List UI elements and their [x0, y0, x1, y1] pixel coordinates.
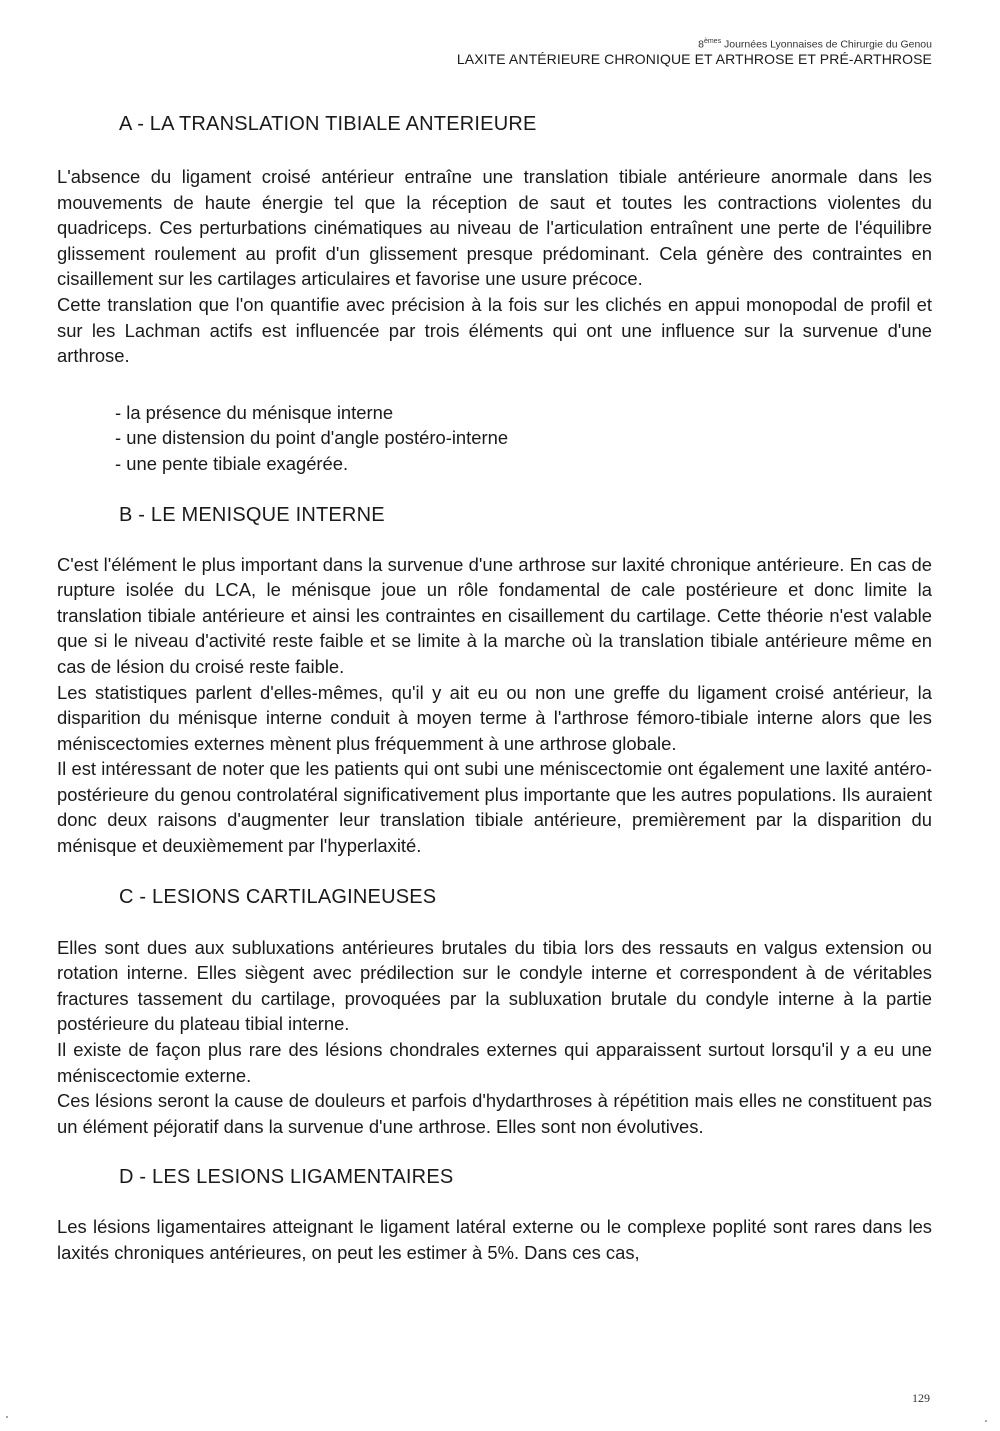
- list-item: - une pente tibiale exagérée.: [115, 452, 349, 474]
- conference-ordinal-suffix: èmes: [703, 38, 722, 45]
- section-b-heading: B - LE MENISQUE INTERNE: [119, 503, 385, 526]
- list-item: - une distension du point d'angle postéro-interne: [115, 427, 509, 449]
- section-c-paragraph-2: Il existe de façon plus rare des lésions chondrales externes qui apparaissent surtout lorsqu'il y a eu une méniscectomie externe.: [57, 1039, 932, 1086]
- section-a-bullet-list: [57, 400, 932, 477]
- chapter-title: LAXITE ANTÉRIEURE CHRONIQUE ET ARTHROSE ET PRÉ-ARTHROSE: [456, 50, 932, 67]
- scan-speck: [6, 1416, 8, 1418]
- section-a-paragraph-1: L'absence du ligament croisé antérieur entraîne une translation tibiale antérieure anormale dans les mouvements de haute énergie tel que la réception de saut et toutes les contractions violentes du quadriceps. Ces perturbations cinématiques au niveau de l'articulation entraînent une perte de l'équilibre glissement roulement au profit d'un glissement presque prédominant. Cela génère des contraintes en cisaillement sur les cartilages articulaires et favorise une usure précoce.: [57, 166, 932, 290]
- conference-title: [457, 38, 932, 51]
- section-b-paragraph-2: Les statistiques parlent d'elles-mêmes, qu'il y ait eu ou non une greffe du ligament croisé antérieur, la disparition du ménisque interne conduit à moyen terme à l'arthrose fémoro-tibiale interne alors que les méniscectomies externes mènent plus fréquemment à une arthrose globale.: [57, 681, 932, 754]
- page-number: 129: [912, 1391, 930, 1405]
- conference-ordinal: 8: [698, 38, 704, 51]
- section-d-heading: D - LES LESIONS LIGAMENTAIRES: [119, 1166, 454, 1189]
- section-a-paragraph-2: Cette translation que l'on quantifie avec précision à la fois sur les clichés en appui monopodal de profil et sur les Lachman actifs est influencée par trois éléments qui ont une influence sur la survenue d'une arthrose.: [57, 293, 932, 367]
- section-c-paragraph-1: Elles sont dues aux subluxations antérieures brutales du tibia lors des ressauts en valgus extension ou rotation interne. Elles siègent avec prédilection sur le condyle interne et correspondent à de véritables fractures tassement du cartilage, provoquées par la subluxation brutale du condyle interne à la partie postérieure du plateau tibial interne.: [57, 936, 932, 1035]
- scan-speck: [985, 1420, 987, 1422]
- main-content: [57, 110, 932, 1266]
- conference-name: Journées Lyonnaises de Chirurgie du Genou: [721, 38, 932, 51]
- section-c-paragraph-3: Ces lésions seront la cause de douleurs et parfois d'hydarthroses à répétition mais elles ne constituent pas un élément péjoratif dans la survenue d'une arthrose. Elles sont non évolutives.: [57, 1090, 932, 1137]
- section-d-paragraph-1: Les lésions ligamentaires atteignant le ligament latéral externe ou le complexe poplité sont rares dans les laxités chroniques antérieures, on peut les estimer à 5%. Dans ces cas,: [57, 1216, 932, 1263]
- section-a-heading: A - LA TRANSLATION TIBIALE ANTERIEURE: [119, 113, 537, 135]
- section-b-paragraph-3: Il est intéressant de noter que les patients qui ont subi une méniscectomie ont également une laxité antéro-postérieure du genou controlatéral significativement plus importante que les autres populations. Ils auraient donc deux raisons d'augmenter leur translation tibiale antérieure, premièrement par la disparition du ménisque et deuxièmement par l'hyperlaxité.: [57, 758, 932, 857]
- section-c-heading: C - LESIONS CARTILAGINEUSES: [119, 885, 437, 908]
- section-b-paragraph-1: C'est l'élément le plus important dans la survenue d'une arthrose sur laxité chronique antérieure. En cas de rupture isolée du LCA, le ménisque joue un rôle fondamental de cale postérieure et donc limite la translation tibiale antérieure et ainsi les contraintes en cisaillement du cartilage. Cette théorie n'est valable que si le niveau d'activité reste faible et se limite à la marche où la translation tibiale antérieure même en cas de lésion du croisé reste faible.: [57, 553, 932, 677]
- list-item: - la présence du ménisque interne: [115, 401, 394, 423]
- running-header: [457, 38, 932, 67]
